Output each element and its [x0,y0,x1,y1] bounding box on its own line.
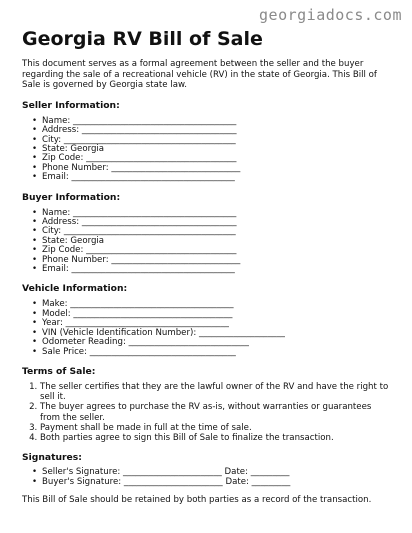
seller-signature-field[interactable]: • Seller's Signature: _______________________ Date: _________ [42,468,394,478]
seller-name-field[interactable]: • Name: ______________________________________ [42,117,394,126]
seller-city-field[interactable]: • City: ________________________________________ [42,136,394,145]
seller-address-field[interactable]: • Address: ____________________________________ [42,126,394,135]
terms-heading: Terms of Sale: [22,365,96,377]
terms-item: 1. The seller certifies that they are the lawful owner of the RV and have the right to sell it. [40,382,394,402]
vehicle-price-field[interactable]: • Sale Price: __________________________________ [42,348,394,357]
closing-note: This Bill of Sale should be retained by both parties as a record of the transaction. [22,495,372,506]
signature-lines [22,468,394,487]
buyer-phone-field[interactable]: • Phone Number: ______________________________ [42,256,394,265]
buyer-signature-field[interactable]: • Buyer's Signature: _______________________ Date: _________ [42,478,394,488]
buyer-state-field: • State: Georgia [42,237,394,246]
vehicle-year-field[interactable]: • Year: ______________________________________ [42,319,394,328]
document-title: Georgia RV Bill of Sale [22,28,263,50]
terms-item: 2. The buyer agrees to purchase the RV as-is, without warranties or guarantees from the seller. [40,402,394,422]
document-page [22,28,394,505]
buyer-fields [22,209,394,275]
signatures-heading: Signatures: [22,452,82,464]
buyer-heading: Buyer Information: [22,191,121,203]
seller-state-field: • State: Georgia [42,145,394,154]
intro-paragraph: This document serves as a formal agreement between the seller and the buyer regarding the sale of a recreational vehicle (RV) in the state of Georgia. This Bill of Sale is governed by Georgia state law. [22,59,377,91]
seller-fields [22,117,394,183]
terms-list [22,382,394,443]
vehicle-model-field[interactable]: • Model: _____________________________________ [42,310,394,319]
seller-phone-field[interactable]: • Phone Number: ______________________________ [42,164,394,173]
buyer-name-field[interactable]: • Name: ______________________________________ [42,209,394,218]
vehicle-odometer-field[interactable]: • Odometer Reading: ____________________________ [42,338,394,347]
buyer-email-field[interactable]: • Email: ______________________________________ [42,265,394,274]
vehicle-heading: Vehicle Information: [22,283,128,295]
terms-item: 3. Payment shall be made in full at the time of sale. [40,423,394,433]
buyer-address-field[interactable]: • Address: ____________________________________ [42,218,394,227]
vehicle-vin-field[interactable]: • VIN (Vehicle Identification Number): ____________________ [42,329,394,338]
seller-zip-field[interactable]: • Zip Code: ___________________________________ [42,154,394,163]
buyer-zip-field[interactable]: • Zip Code: ___________________________________ [42,246,394,255]
vehicle-fields [22,300,394,356]
vehicle-make-field[interactable]: • Make: ______________________________________ [42,300,394,309]
seller-heading: Seller Information: [22,99,120,111]
terms-item: 4. Both parties agree to sign this Bill of Sale to finalize the transaction. [40,433,394,443]
buyer-city-field[interactable]: • City: ________________________________________ [42,227,394,236]
seller-email-field[interactable]: • Email: ______________________________________ [42,173,394,182]
site-watermark: georgiadocs.com [259,6,402,24]
